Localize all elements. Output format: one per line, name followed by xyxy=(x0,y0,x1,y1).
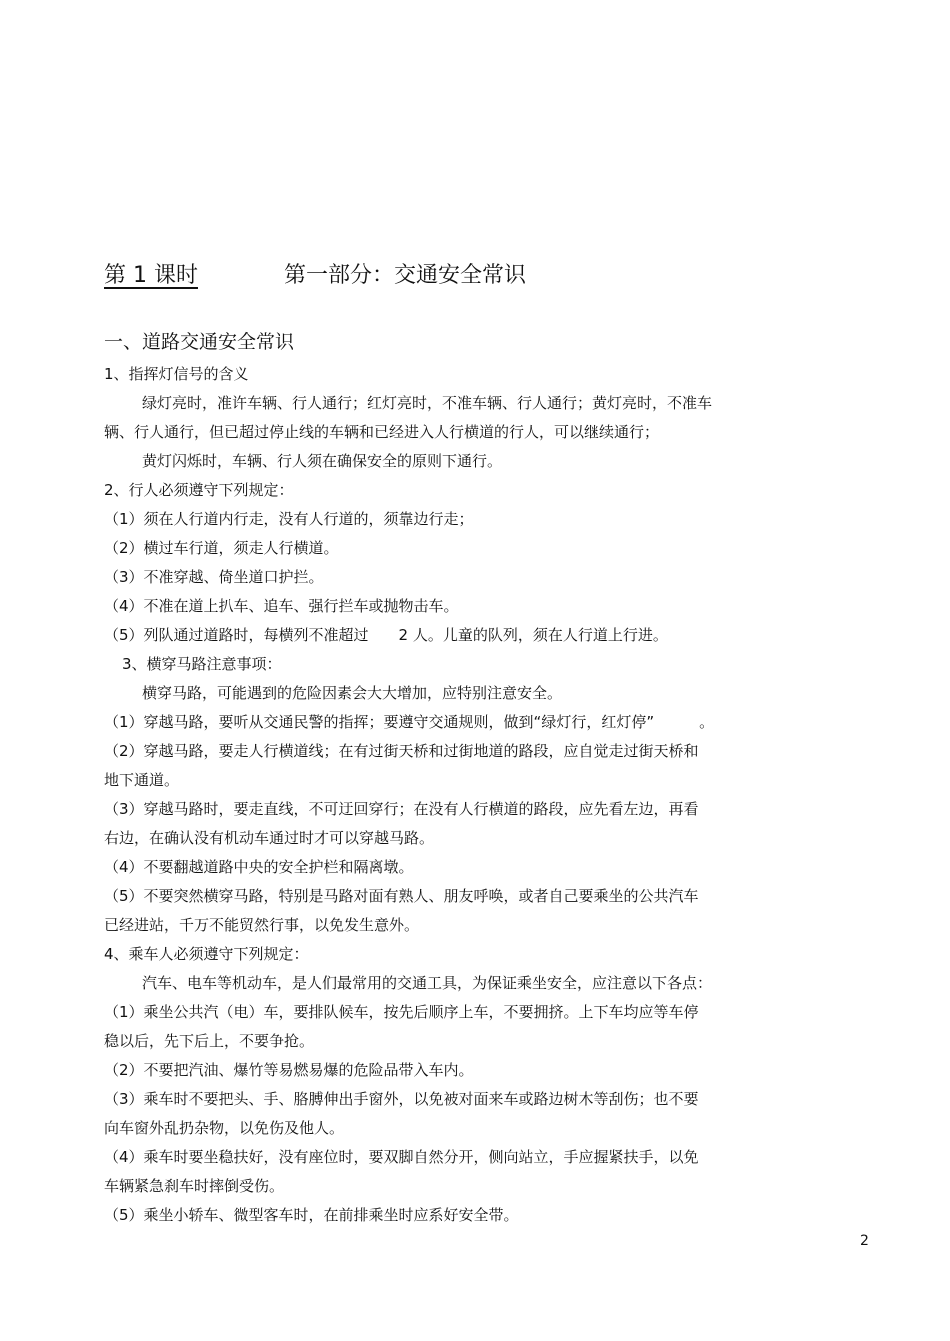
list-item: （1）须在人行道内行走，没有人行道的，须靠边行走； xyxy=(104,510,474,528)
list-item-continued: 向车窗外乱扔杂物，以免伤及他人。 xyxy=(104,1119,345,1137)
list-item: （4）不要翻越道路中央的安全护栏和隔离墩。 xyxy=(104,858,414,876)
body-text xyxy=(104,326,794,1230)
list-item: （4）不准在道上扒车、追车、强行拦车或抛物击车。 xyxy=(104,597,459,615)
list-item: （1）乘坐公共汽（电）车，要排队候车，按先后顺序上车，不要拥挤。上下车均应等车停 xyxy=(104,1003,699,1021)
subheading-3: 3、横穿马路注意事项： xyxy=(122,655,282,673)
paragraph-line: 绿灯亮时，准许车辆、行人通行；红灯亮时，不准车辆、行人通行；黄灯亮时，不准车 xyxy=(142,394,713,412)
paragraph-line: 汽车、电车等机动车，是人们最常用的交通工具，为保证乘坐安全，应注意以下各点： xyxy=(142,974,713,992)
list-item: （3）不准穿越、倚坐道口护拦。 xyxy=(104,568,324,586)
list-item: （3）乘车时不要把头、手、胳膊伸出手窗外，以免被对面来车或路边树木等刮伤；也不要 xyxy=(104,1090,699,1108)
lesson-label: 第 1 课时 xyxy=(104,263,198,288)
list-item-continued: 已经进站，千万不能贸然行事，以免发生意外。 xyxy=(104,916,420,934)
list-item: （3）穿越马路时，要走直线，不可迂回穿行；在没有人行横道的路段，应先看左边，再看 xyxy=(104,800,699,818)
list-item: （2）穿越马路，要走人行横道线；在有过街天桥和过街地道的路段，应自觉走过街天桥和 xyxy=(104,742,699,760)
list-item-continued: 右边，在确认没有机动车通过时才可以穿越马路。 xyxy=(104,829,435,847)
list-item: （2）不要把汽油、爆竹等易燃易爆的危险品带入车内。 xyxy=(104,1061,474,1079)
list-item-continued: 稳以后，先下后上，不要争抢。 xyxy=(104,1032,315,1050)
page-number: 2 xyxy=(860,1233,869,1249)
subheading-2: 2、行人必须遵守下列规定： xyxy=(104,481,294,499)
list-item-continued: 地下通道。 xyxy=(104,771,180,789)
subheading-1: 1、指挥灯信号的含义 xyxy=(104,365,249,383)
paragraph-line: 辆、行人通行，但已超过停止线的车辆和已经进入人行横道的行人，可以继续通行； xyxy=(104,423,660,441)
lesson-heading xyxy=(104,258,527,289)
paragraph-line: 横穿马路，可能遇到的危险因素会大大增加，应特别注意安全。 xyxy=(142,684,563,702)
list-item: （5）列队通过道路时，每横列不准超过 2 人。儿童的队列，须在人行道上行进。 xyxy=(104,626,668,644)
subheading-4: 4、乘车人必须遵守下列规定： xyxy=(104,945,309,963)
list-item: （4）乘车时要坐稳扶好，没有座位时，要双脚自然分开，侧向站立，手应握紧扶手，以免 xyxy=(104,1148,699,1166)
list-item: （1）穿越马路，要听从交通民警的指挥；要遵守交通规则，做到“绿灯行，红灯停” 。 xyxy=(104,713,715,731)
part-title: 第一部分：交通安全常识 xyxy=(284,263,527,288)
list-item: （5）不要突然横穿马路，特别是马路对面有熟人、朋友呼唤，或者自己要乘坐的公共汽车 xyxy=(104,887,699,905)
list-item: （2）横过车行道，须走人行横道。 xyxy=(104,539,339,557)
list-item: （5）乘坐小轿车、微型客车时，在前排乘坐时应系好安全带。 xyxy=(104,1206,519,1224)
paragraph-line: 黄灯闪烁时，车辆、行人须在确保安全的原则下通行。 xyxy=(142,452,503,470)
section-heading: 一、道路交通安全常识 xyxy=(104,331,295,353)
list-item-continued: 车辆紧急刹车时摔倒受伤。 xyxy=(104,1177,285,1195)
